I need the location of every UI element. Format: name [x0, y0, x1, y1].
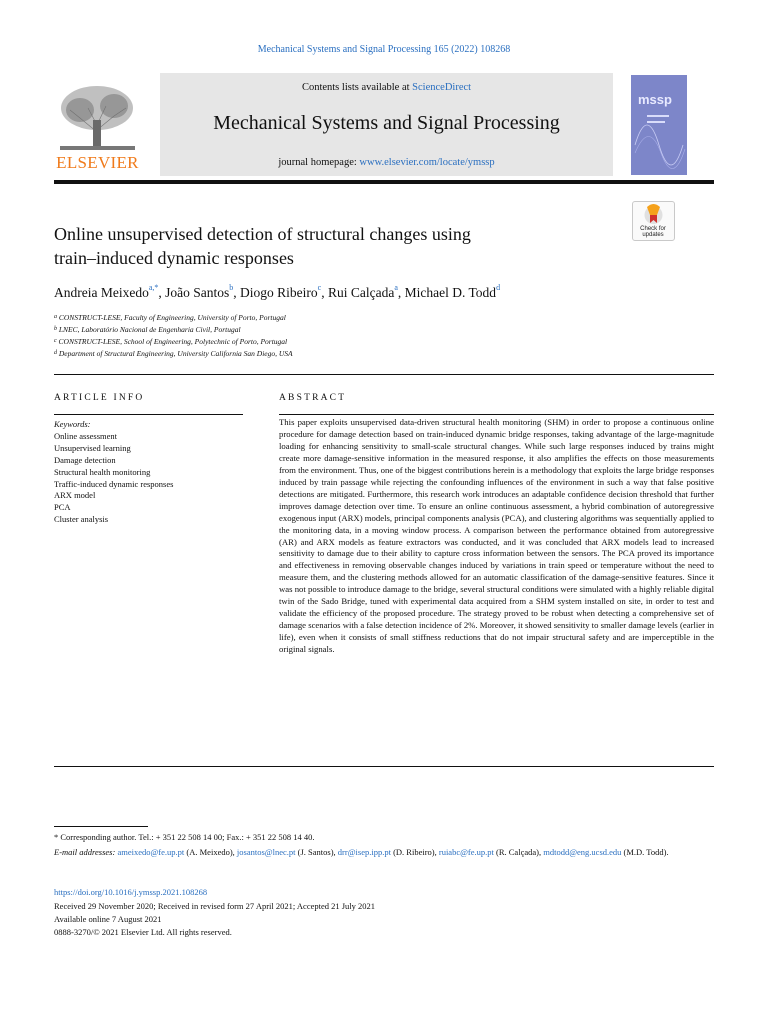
- email-link[interactable]: ameixedo@fe.up.pt: [117, 847, 185, 857]
- contents-line: [160, 82, 613, 93]
- author-separator: ,: [233, 285, 241, 300]
- homepage-prefix: journal homepage:: [278, 157, 360, 168]
- author-name[interactable]: Michael D. Todd: [404, 285, 497, 300]
- author-separator: ,: [321, 285, 328, 300]
- affiliation-item: [54, 312, 714, 324]
- email-owner: (D. Ribeiro),: [390, 847, 439, 857]
- affiliation-item: [54, 336, 714, 348]
- abstract-rule: [279, 414, 714, 415]
- affiliation-text: CONSTRUCT-LESE, Faculty of Engineering, University of Porto, Portugal: [58, 313, 286, 322]
- paper-title: [54, 222, 614, 270]
- copyright-notice: 0888-3270/© 2021 Elsevier Ltd. All rights reserved.: [54, 927, 232, 937]
- email-owner: (M.D. Todd).: [621, 847, 669, 857]
- paper-title-line2: train–induced dynamic responses: [54, 248, 294, 268]
- keywords-block: [54, 419, 173, 526]
- email-addresses-note: [54, 846, 714, 858]
- affiliation-item: [54, 348, 714, 360]
- keyword-item: ARX model: [54, 490, 96, 501]
- footnote-rule: [54, 826, 148, 827]
- elsevier-wordmark: ELSEVIER: [56, 153, 139, 172]
- section-divider: [54, 374, 714, 375]
- affiliation-key: d: [54, 350, 57, 356]
- email-owner: (A. Meixedo),: [184, 847, 237, 857]
- article-info-heading: ARTICLE INFO: [54, 393, 145, 403]
- author-name[interactable]: Diogo Ribeiro: [240, 285, 318, 300]
- email-owner: (R. Calçada),: [493, 847, 544, 857]
- author-name[interactable]: João Santos: [165, 285, 230, 300]
- affiliation-item: [54, 324, 714, 336]
- affiliation-list: [54, 312, 714, 360]
- email-link[interactable]: ruiabc@fe.up.pt: [438, 847, 494, 857]
- journal-title: Mechanical Systems and Signal Processing: [213, 112, 560, 134]
- received-dates: Received 29 November 2020; Received in revised form 27 April 2021; Accepted 21 July 2021: [54, 901, 376, 911]
- affiliation-text: CONSTRUCT-LESE, School of Engineering, Polytechnic of Porto, Portugal: [58, 337, 288, 346]
- author-list: [54, 285, 714, 301]
- homepage-line: [160, 157, 613, 168]
- author-separator: ,: [397, 285, 405, 300]
- corresponding-author-note: * Corresponding author. Tel.: + 351 22 508 14 00; Fax.: + 351 22 508 14 40.: [54, 832, 315, 842]
- check-updates-label: Check for updates: [640, 226, 666, 238]
- author-name[interactable]: Andreia Meixedo: [54, 285, 149, 300]
- author-affil-marker[interactable]: a,*: [148, 283, 159, 292]
- author-affil-marker[interactable]: b: [229, 283, 234, 292]
- abstract-text: This paper exploits unsupervised data-driven structural health monitoring (SHM) in order to propose a continuous online procedure for damage detection based on train-induced dynamic bridge responses, taking advantage of the large-magnitude loading for enhancing sensitivity to small-scale structural changes. While such large responses induced by trains might create more damage-sensitive information in the measured response, it also amplifies the effects on those measurements from the environment. Thus, one of the biggest contributions herein is a methodology that exploits the large bridge responses induced by train passage while rejecting the confounding influences of the environment in such a way that false positive detections are mitigated. Furthermore, this research work introduces an adaptable confidence decision threshold that further improves damage detection over time. To ensure an online continuous assessment, a hybrid combination of autoregressive exogenous input (ARX) models, principal components analysis (PCA), and clustering algorithms was sequentially applied to the monitoring data, in a moving window process. A comparison between the performance obtained from autoregressive (AR) and ARX models as feature extractors was conducted, and it was concluded that ARX models lead to increased sensitivity to damage due to their ability to capture cross information between the sensors. The PCA proved its importance and effectiveness in removing observable changes induced by variations in train speed or temperature without the need to measure them, and the clustering methods allowed for an automatic classification of the damage-sensitive features. Since it was not possible to introduce damage to the bridge, several structural conditions were simulated with a highly reliable digital twin of the Sado Bridge, tuned with experimental data acquired from a SHM system installed on site, in order to test and validate the efficiency of the proposed procedure. The strategy proved to be robust when detecting a comprehensive set of damage scenarios with a false detection incidence of 2%. Moreover, it showed sensitivity to smaller damage levels (earlier in life), even when it consists of small stiffness reductions that do not impair structural safety and are imperceptible in the original signals.: [279, 417, 714, 655]
- keyword-item: Online assessment: [54, 430, 118, 441]
- email-owner: (J. Santos),: [295, 847, 338, 857]
- abstract-bottom-divider: [54, 766, 714, 767]
- abstract-heading: ABSTRACT: [279, 393, 347, 403]
- keyword-item: PCA: [54, 502, 71, 513]
- affiliation-text: Department of Structural Engineering, University California San Diego, USA: [58, 349, 293, 358]
- email-label: E-mail addresses:: [54, 847, 118, 857]
- journal-cover-image[interactable]: [631, 75, 687, 175]
- keyword-item: Unsupervised learning: [54, 442, 131, 453]
- contents-prefix: Contents lists available at: [301, 82, 413, 93]
- email-link[interactable]: mdtodd@eng.ucsd.edu: [543, 847, 622, 857]
- check-updates-icon: [633, 202, 674, 228]
- header-divider: [54, 180, 714, 184]
- affiliation-key: a: [54, 314, 57, 320]
- doi-link[interactable]: https://doi.org/10.1016/j.ymssp.2021.108268: [54, 887, 208, 897]
- keyword-item: Damage detection: [54, 454, 116, 465]
- keywords-label: Keywords:: [54, 419, 91, 429]
- author-separator: ,: [158, 285, 166, 300]
- keyword-item: Structural health monitoring: [54, 466, 151, 477]
- article-info-rule: [54, 414, 243, 415]
- affiliation-key: c: [54, 338, 57, 344]
- keyword-item: Cluster analysis: [54, 514, 109, 525]
- affiliation-text: LNEC, Laboratório Nacional de Engenharia Civil, Portugal: [58, 325, 241, 334]
- author-affil-marker[interactable]: c: [317, 283, 322, 292]
- email-link[interactable]: drr@isep.ipp.pt: [337, 847, 391, 857]
- author-name[interactable]: Rui Calçada: [327, 285, 395, 300]
- paper-title-line1: Online unsupervised detection of structural changes using: [54, 224, 471, 244]
- keyword-item: Traffic-induced dynamic responses: [54, 478, 174, 489]
- author-affil-marker[interactable]: d: [496, 283, 501, 292]
- cover-title: mssp: [638, 92, 672, 107]
- cover-art: [631, 75, 687, 175]
- affiliation-key: b: [54, 326, 57, 332]
- author-affil-marker[interactable]: a: [394, 283, 398, 292]
- email-link[interactable]: josantos@lnec.pt: [236, 847, 296, 857]
- available-online-date: Available online 7 August 2021: [54, 914, 162, 924]
- sciencedirect-link[interactable]: ScienceDirect: [412, 82, 472, 93]
- journal-reference-link[interactable]: Mechanical Systems and Signal Processing 165 (2022) 108268: [257, 44, 511, 55]
- homepage-link[interactable]: www.elsevier.com/locate/ymssp: [359, 157, 495, 168]
